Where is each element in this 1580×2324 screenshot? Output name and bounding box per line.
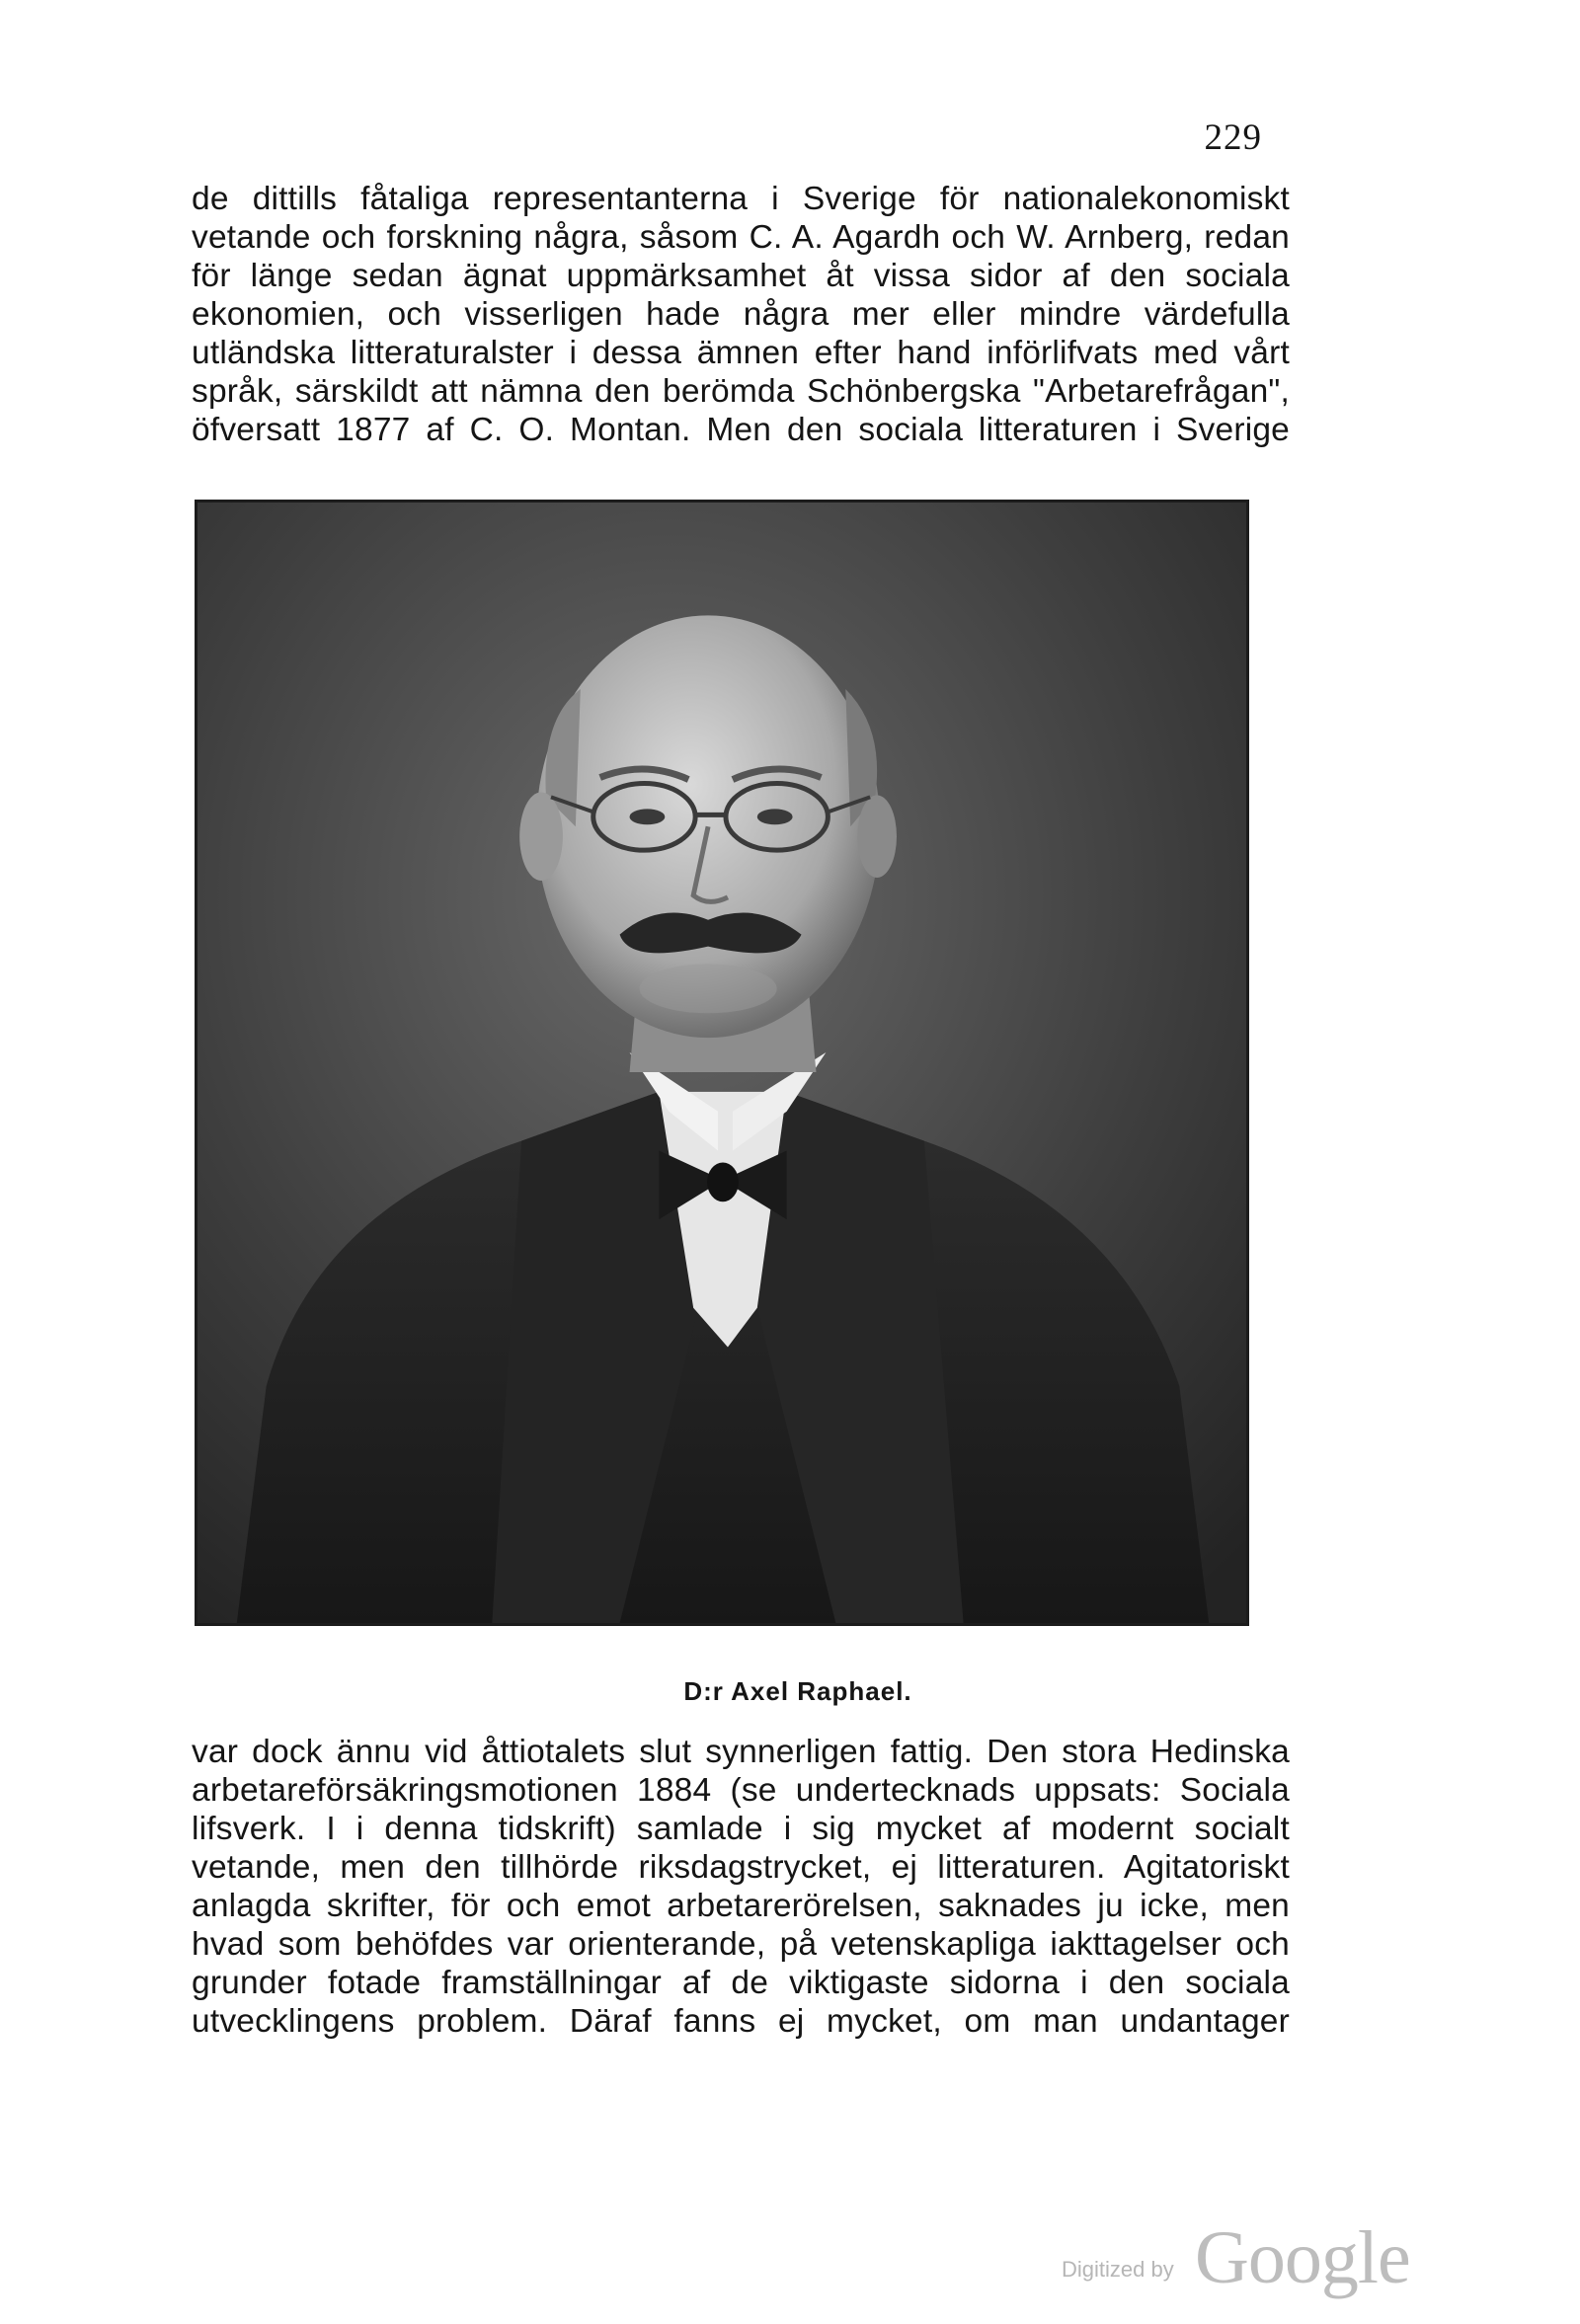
- text-line: hvad som behöfdes var orienterande, på vetenskapliga iakttagelser och: [192, 1926, 1290, 1963]
- text-line: utländska litteraturalster i dessa ämnen efter hand införlifvats med vårt: [192, 335, 1290, 371]
- text-line: ekonomien, och visserligen hade några mer eller mindre värdefulla: [192, 296, 1290, 333]
- paragraph-top: [192, 180, 1290, 449]
- text-line: anlagda skrifter, för och emot arbetarerörelsen, saknades ju icke, men: [192, 1888, 1290, 1924]
- text-line: de dittills fåtaliga representanterna i Sverige för nationalekonomiskt: [192, 181, 1290, 217]
- text-line: var dock ännu vid åttiotalets slut synnerligen fattig. Den stora Hedinska: [192, 1734, 1290, 1770]
- portrait-illustration: [198, 503, 1246, 1623]
- portrait-photo: [195, 500, 1249, 1626]
- text-line: lifsverk. I i denna tidskrift) samlade i sig mycket af modernt socialt: [192, 1811, 1290, 1847]
- figure-caption: D:r Axel Raphael.: [683, 1676, 912, 1706]
- text-line: grunder fotade framställningar af de viktigaste sidorna i den sociala: [192, 1965, 1290, 2001]
- text-line: för länge sedan ägnat uppmärksamhet åt vissa sidor af den sociala: [192, 258, 1290, 294]
- text-line: öfversatt 1877 af C. O. Montan. Men den sociala litteraturen i Sverige: [192, 412, 1290, 448]
- text-line: språk, särskildt att nämna den berömda Schönbergska "Arbetarefrågan",: [192, 373, 1290, 410]
- digitized-label: Digitized by: [1062, 2257, 1174, 2282]
- text-line: vetande och forskning några, såsom C. A. Agardh och W. Arnberg, redan: [192, 219, 1290, 256]
- text-line: arbetareförsäkringsmotionen 1884 (se undertecknads uppsats: Sociala: [192, 1772, 1290, 1809]
- page-number: 229: [1204, 117, 1262, 158]
- google-watermark: Google: [1195, 2216, 1410, 2299]
- text-line: utvecklingens problem. Däraf fanns ej mycket, om man undantager: [192, 2003, 1290, 2040]
- text-line: vetande, men den tillhörde riksdagstrycket, ej litteraturen. Agitatoriskt: [192, 1849, 1290, 1886]
- paragraph-bottom: [192, 1733, 1290, 2041]
